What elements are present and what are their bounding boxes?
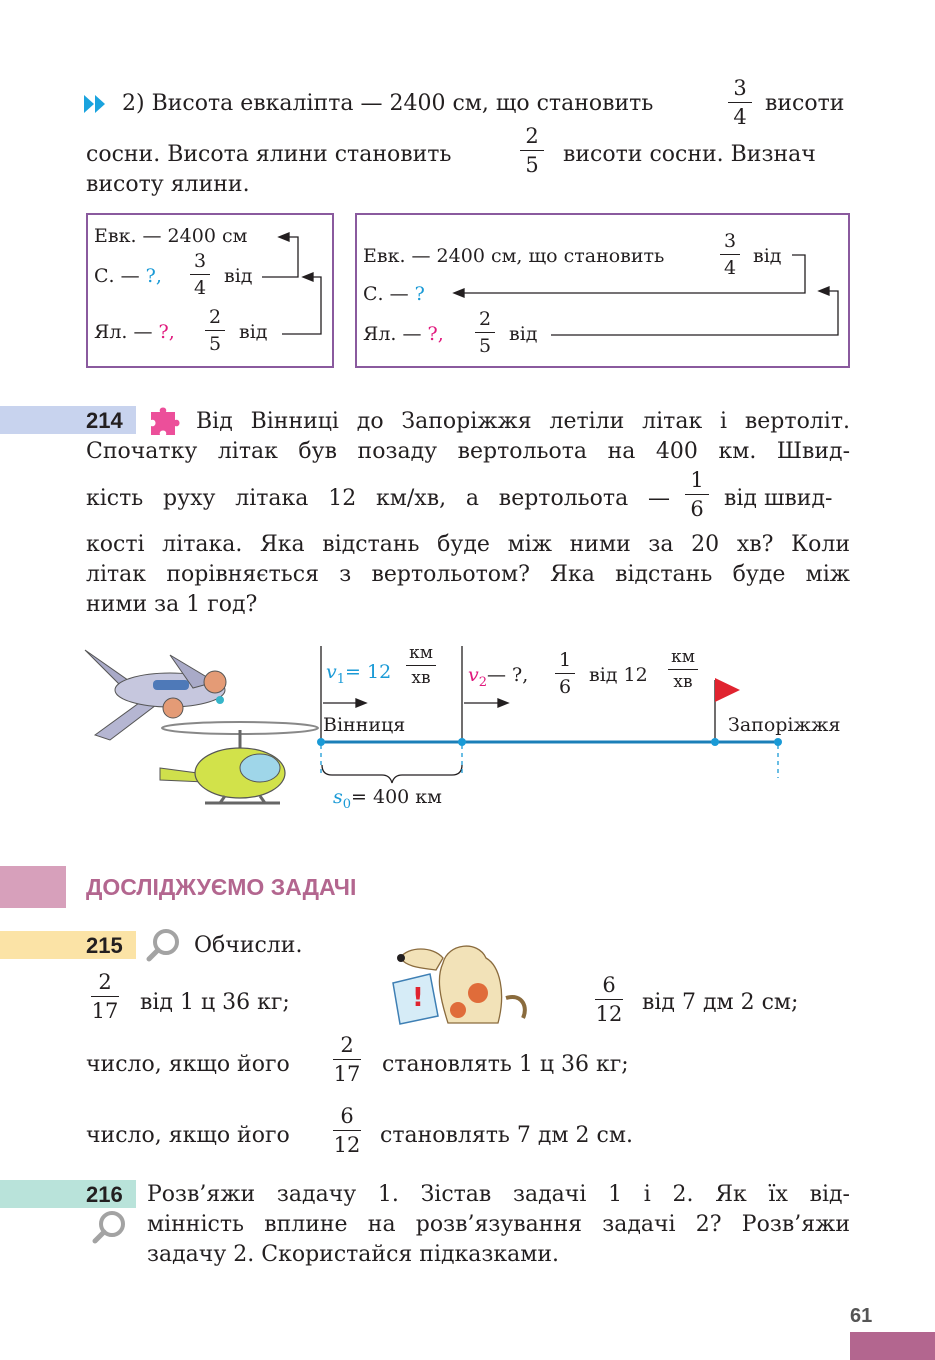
task-text: сосни. Висота ялини становить [86,142,452,167]
of-12-label: від 12 [589,664,648,686]
unknown-mark: ?, [158,321,175,343]
v1-label [326,660,391,692]
unit-num: км [671,647,695,667]
v2-value: — ?, [487,664,529,686]
row-label: Ял. — [363,323,422,345]
task-text: задачу 2. Скористайся підказками. [147,1242,560,1267]
frac-den: 6 [690,497,704,521]
unknown-mark: ? [414,283,425,305]
item-text: число, якщо його [86,1052,290,1077]
frac-den: 17 [91,999,119,1023]
task-text: Висота евкаліпта — 2400 см, що становить [151,91,654,116]
fraction-6-12 [330,1104,364,1157]
fraction-6-12 [592,973,626,1026]
section-title: ДОСЛІДЖУЄМО ЗАДАЧІ [86,874,357,900]
v2-label [468,663,528,695]
frac-num: 2 [478,308,492,330]
task-text: ними за 1 год? [86,592,258,617]
frac-den: 6 [558,676,572,698]
svg-text:!: ! [412,983,424,1013]
frac-den: 5 [478,335,492,357]
row-label: Ял. — [94,321,153,343]
task-text: літак порівняється з вертольотом? Яка відстань буде між [86,562,850,587]
magnifier-icon [92,1210,128,1244]
fraction-1-6 [552,649,578,698]
dog-illustration [388,938,536,1028]
task-text: висоти [765,91,845,116]
task-text: мінність вплине на розв’язування задачі 2? Розв’яжи [147,1212,850,1237]
frac-den: 4 [193,277,207,299]
s0-value: = 400 км [351,786,442,808]
frac-den: 5 [525,153,539,177]
frac-num: 3 [723,230,737,252]
item-text: від 1 ц 36 кг; [140,990,290,1015]
unknown-mark: ?, [427,323,444,345]
frac-den: 4 [733,105,747,129]
frac-den: 4 [723,257,737,279]
item-text: від 7 дм 2 см; [642,990,799,1015]
s0-label [333,785,442,817]
of-label: від [239,321,268,343]
frac-den: 5 [208,333,222,355]
box1-row1: Евк. — 2400 см [94,225,248,247]
of-label: від [224,265,253,287]
box2-row1: Евк. — 2400 см, що становить [363,245,665,267]
magnifier-icon [146,928,182,962]
frac-num: 2 [525,124,539,148]
frac-num: 1 [690,468,704,492]
fraction-2-17 [330,1033,364,1086]
task-text: від швид- [724,486,833,511]
frac-den: 12 [595,1002,623,1026]
frac-num: 6 [340,1104,354,1128]
task-prompt: Обчисли. [194,933,303,958]
unit-km-per-min [403,643,439,688]
task-text: Розв’яжи задачу 1. Зістав задачі 1 і 2. Як їх від- [147,1182,850,1207]
task-marker: 2) [122,91,145,116]
item-text: число, якщо його [86,1123,290,1148]
task-text: кості літака. Яка відстань буде між ними за 20 хв? Коли [86,532,850,557]
task-text: кість руху літака 12 км/хв, а вертольота — [86,486,670,511]
task-number: 216 [86,1182,123,1207]
frac-den: 12 [333,1133,361,1157]
unit-km-per-min [665,647,701,692]
frac-num: 1 [558,649,572,671]
item-text: становлять 1 ц 36 кг; [382,1052,629,1077]
frac-num: 2 [208,306,222,328]
footer-band [850,1332,935,1360]
task-number: 215 [86,933,123,958]
task-text: висоти сосни. Визнач [563,142,816,167]
v1-subscript: 1 [336,671,346,687]
page-number: 61 [850,1305,873,1327]
unit-num: км [409,643,433,663]
row-label: С. — [94,265,140,287]
of-label: від [509,323,538,345]
flag-icon [714,678,742,704]
row-label: С. — [363,283,409,305]
unknown-mark: ?, [145,265,162,287]
item-text: становлять 7 дм 2 см. [380,1123,633,1148]
task-text: Спочатку літак був позаду вертольота на 400 км. Швид- [86,439,850,464]
of-label: від [753,245,782,267]
section-band [0,866,66,908]
unit-den: хв [411,668,431,688]
s0-subscript: 0 [342,796,352,812]
task-number: 214 [86,408,123,433]
v1-value: = 12 [345,661,392,683]
city-start-label: Вінниця [323,714,406,736]
frac-num: 3 [193,250,207,272]
v2-symbol: v [468,664,479,686]
s0-symbol: s [333,786,343,808]
task-text: висоту ялини. [86,172,250,197]
frac-num: 2 [340,1033,354,1057]
task-text: Від Вінниці до Запоріжжя летіли літак і вертоліт. [196,409,850,434]
frac-den: 17 [333,1062,361,1086]
frac-num: 6 [602,973,616,997]
city-end-label: Запоріжжя [728,714,841,736]
frac-num: 3 [733,76,747,100]
v1-symbol: v [326,661,337,683]
unit-den: хв [673,672,693,692]
fraction-2-17 [88,970,122,1023]
v2-subscript: 2 [478,674,488,690]
frac-num: 2 [98,970,112,994]
